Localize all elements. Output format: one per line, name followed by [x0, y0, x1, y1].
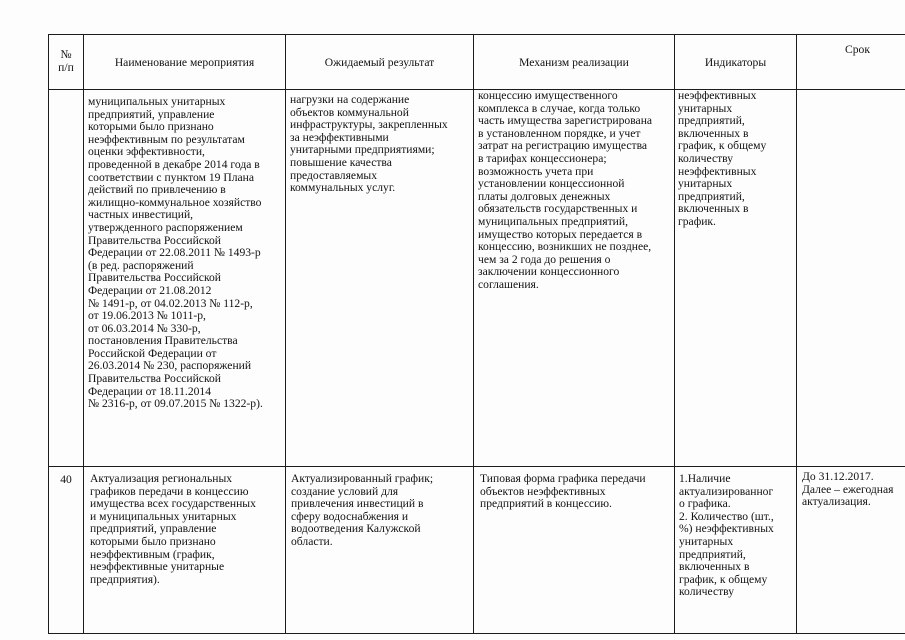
row-num-cell: [49, 90, 84, 467]
table-header-row: [49, 35, 905, 90]
measures-table: [48, 34, 905, 634]
indicators-cell: 1.Наличие актуализированног о графика. 2. Количество (шт., %) неэффективных унитарных предприятий, включенных в график, к общему количеству: [675, 467, 797, 634]
header-result: Ожидаемый результат: [286, 35, 474, 90]
mechanism-cell: концессию имущественного комплекса в случае, когда только часть имущества зарегистрирована в установленном порядке, и учет затрат на регистрацию имущества в тарифах концессионера; возможность учета при установлении концессионной платы долговых денежных обязательств государственных и муниципальных предприятий, имущество которых передается в концессию, возникших не позднее, чем за 2 года до решения о заключении концессионного соглашения.: [474, 90, 675, 467]
measure-name-cell: муниципальных унитарных предприятий, управление которыми было признано неэффективным по результатам оценки эффективности, проведенной в декабре 2014 года в соответствии с пунктом 19 Плана действий по привлечению в жилищно-коммунальное хозяйство частных инвестиций, утвержденного распоряжением Правительства Российской Федерации от 22.08.2011 № 1493-р (в ред. распоряжений Правительства Российской Федерации от 21.08.2012 № 1491-р, от 04.02.2013 № 112-р, от 19.06.2013 № 1011-р, от 06.03.2014 № 330-р, постановления Правительства Российской Федерации от 26.03.2014 № 230, распоряжений Правительства Российской Федерации от 18.11.2014 № 2316-р, от 09.07.2015 № 1322-р).: [84, 90, 286, 467]
header-name: Наименование мероприятия: [84, 35, 286, 90]
measure-name-cell: Актуализация региональных графиков передачи в концессию имущества всех государственных и муниципальных унитарных предприятий, управление которыми было признано неэффективным (график, неэффективные унитарные предприятия).: [84, 467, 286, 634]
header-indicators: Индикаторы: [675, 35, 797, 90]
header-mechanism: Механизм реализации: [474, 35, 675, 90]
table-row: [49, 467, 905, 634]
mechanism-cell: Типовая форма графика передачи объектов неэффективных предприятий в концессию.: [474, 467, 675, 634]
deadline-cell: До 31.12.2017. Далее – ежегодная актуализация.: [797, 467, 905, 634]
expected-result-cell: Актуализированный график; создание условий для привлечения инвестиций в сферу водоснабжения и водоотведения Калужской области.: [286, 467, 474, 634]
deadline-cell: [797, 90, 905, 467]
indicators-cell: неэффективных унитарных предприятий, включенных в график, к общему количеству неэффективных унитарных предприятий, включенных в график.: [675, 90, 797, 467]
expected-result-cell: нагрузки на содержание объектов коммунальной инфраструктуры, закрепленных за неэффективными унитарными предприятиями; повышение качества предоставляемых коммунальных услуг.: [286, 90, 474, 467]
header-num: № п/п: [49, 35, 84, 90]
table-row: [49, 90, 905, 467]
row-num-cell: 40: [49, 467, 84, 634]
header-deadline: Срок: [797, 35, 905, 90]
